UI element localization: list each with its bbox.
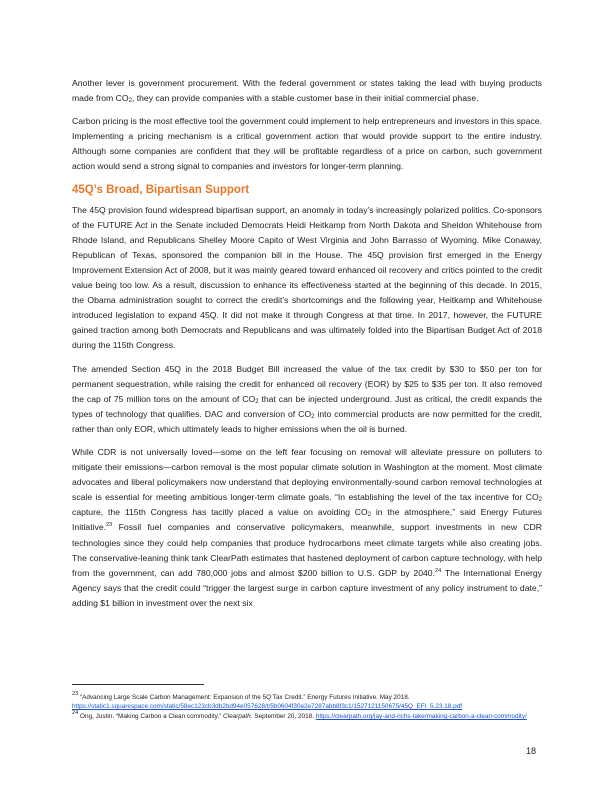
page-number: 18 — [526, 746, 537, 756]
footnote-23-link[interactable]: https://static1.squarespace.com/static/58ec123cb3db2bd94e057628/t/5b0604f30e2e7287abb8f3c1/1527121150675/45Q_EFI_5.23.18.pdf — [72, 703, 463, 711]
paragraph-bipartisan-support: The 45Q provision found widespread bipartisan support, an anomaly in today’s increasingly polarized politics. Co-sponsors of the FUTURE Act in the Senate included Democrats Heidi Heitkamp from North Dakota and Sheldon Whitehouse from Rhode Island, and Republicans Shelley Moore Capito of West Virginia and John Barrasso of Wyoming. Mike Conaway, Republican of Texas, sponsored the companion bill in the House. The 45Q provision first emerged in the Energy Improvement Extension Act of 2008, but it was mainly geared toward enhanced oil recovery and critics pointed to the credit value being too low. As a result, discussion to enhance its effectiveness started at the beginning of this decade. In 2015, the Obama administration sought to correct the credit’s shortcomings and the following year, Heitkamp and Whitehouse introduced legislation to expand 45Q. It did not make it through Congress at that time. In 2017, however, the FUTURE gained traction among both Democrats and Republicans and was ultimately folded into the Bipartisan Budget Act of 2018 during the 115th Congress. — [72, 204, 542, 351]
footnote-number-24: 24 — [72, 710, 79, 717]
paragraph-cdr-text-part1: While CDR is not universally loved—some on the left fear focusing on removal will alleviate pressure on polluters to mitigate their emissions—carbon removal is the most popular climate solution in Washington at the moment. Most climate advocates and liberal policymakers now understand that deploying environmentally-sound carbon removal technologies at scale is essential for meeting ambitious longer-term climate goals. “In establishing the level of the tax incentive for $CO_2$ capture, the 115th Congress has tacitly placed a value on avoiding $CO_2$ in the atmosphere,” said Energy Futures Initiative. — [72, 446, 542, 533]
footnote-24-date: . September 20, 2018. — [250, 713, 316, 721]
footnote-ref-23[interactable]: 23 — [106, 522, 113, 529]
footnotes — [72, 684, 542, 723]
paragraph-cdr-popularity — [72, 445, 542, 611]
section-heading: 45Q’s Broad, Bipartisan Support — [72, 183, 250, 196]
paragraph-cdr-text-part3: The International Energy Agency says that the credit could “trigger the largest surge in carbon capture investment of any policy instrument to date,” adding $1 billion in investment over the next six — [72, 567, 542, 608]
paragraph-carbon-pricing: Carbon pricing is the most effective tool the government could implement to help entrepreneurs and investors in this space. Implementing a pricing mechanism is a critical government action that would provide support to the entire industry. Although some companies are confident that they will be profitable regardless of a price on carbon, such government action would send a strong signal to companies and investors for longer-term planning. — [72, 116, 542, 172]
paragraph-cdr-text-part2: Fossil fuel companies and conservative policymakers, meanwhile, support investments in new CDR technologies since they could help companies that produce hydrocarbons meet climate targets while also creating jobs. The conservative-leaning think tank ClearPath estimates that hastened deployment of carbon capture technology, with help from the government, can add 780,000 jobs and almost $200 billion to U.S. GDP by 2040. — [72, 522, 542, 578]
footnote-24-text: Ong, Justin. “Making Carbon a Clean commodity.” — [78, 713, 224, 721]
footnote-number-23: 23 — [72, 691, 79, 697]
footnote-divider — [72, 684, 204, 685]
paragraph-amended-45q: The amended Section 45Q in the 2018 Budget Bill increased the value of the tax credit by $30 to $50 per ton for permanent sequestration, while raising the credit for enhanced oil recovery (EOR) by $25 to $35 per ton. It also removed the cap of 75 million tons on the amount of $CO_2$ that can be injected underground. Just as critical, the credit expands the types of technology that qualifies. DAC and conversion of $CO_2$ into commercial products are now permitted for the credit, rather than only EOR, which ultimately leads to higher emissions when the oil is burned. — [72, 363, 543, 434]
footnote-24 — [72, 712, 542, 721]
paragraph-procurement: Another lever is government procurement. With the federal government or states taking the lead with buying products made from $CO_2$, they can provide companies with a stable customer base in their initial commercial phase. — [72, 78, 542, 105]
footnote-23-text: “Advancing Large Scale Carbon Management: Expansion of the 5Q Tax Credit.” Energy Futures Initiative. May 2018. — [78, 694, 410, 701]
footnote-24-link[interactable]: https://clearpath.org/jay-and-richs-take/making-carbon-a-clean-commodity/ — [315, 713, 527, 721]
page-content — [72, 76, 542, 619]
footnote-23 — [72, 693, 542, 711]
footnote-24-source: Clearpath — [223, 713, 251, 721]
footnote-ref-24[interactable]: 24 — [435, 567, 442, 574]
